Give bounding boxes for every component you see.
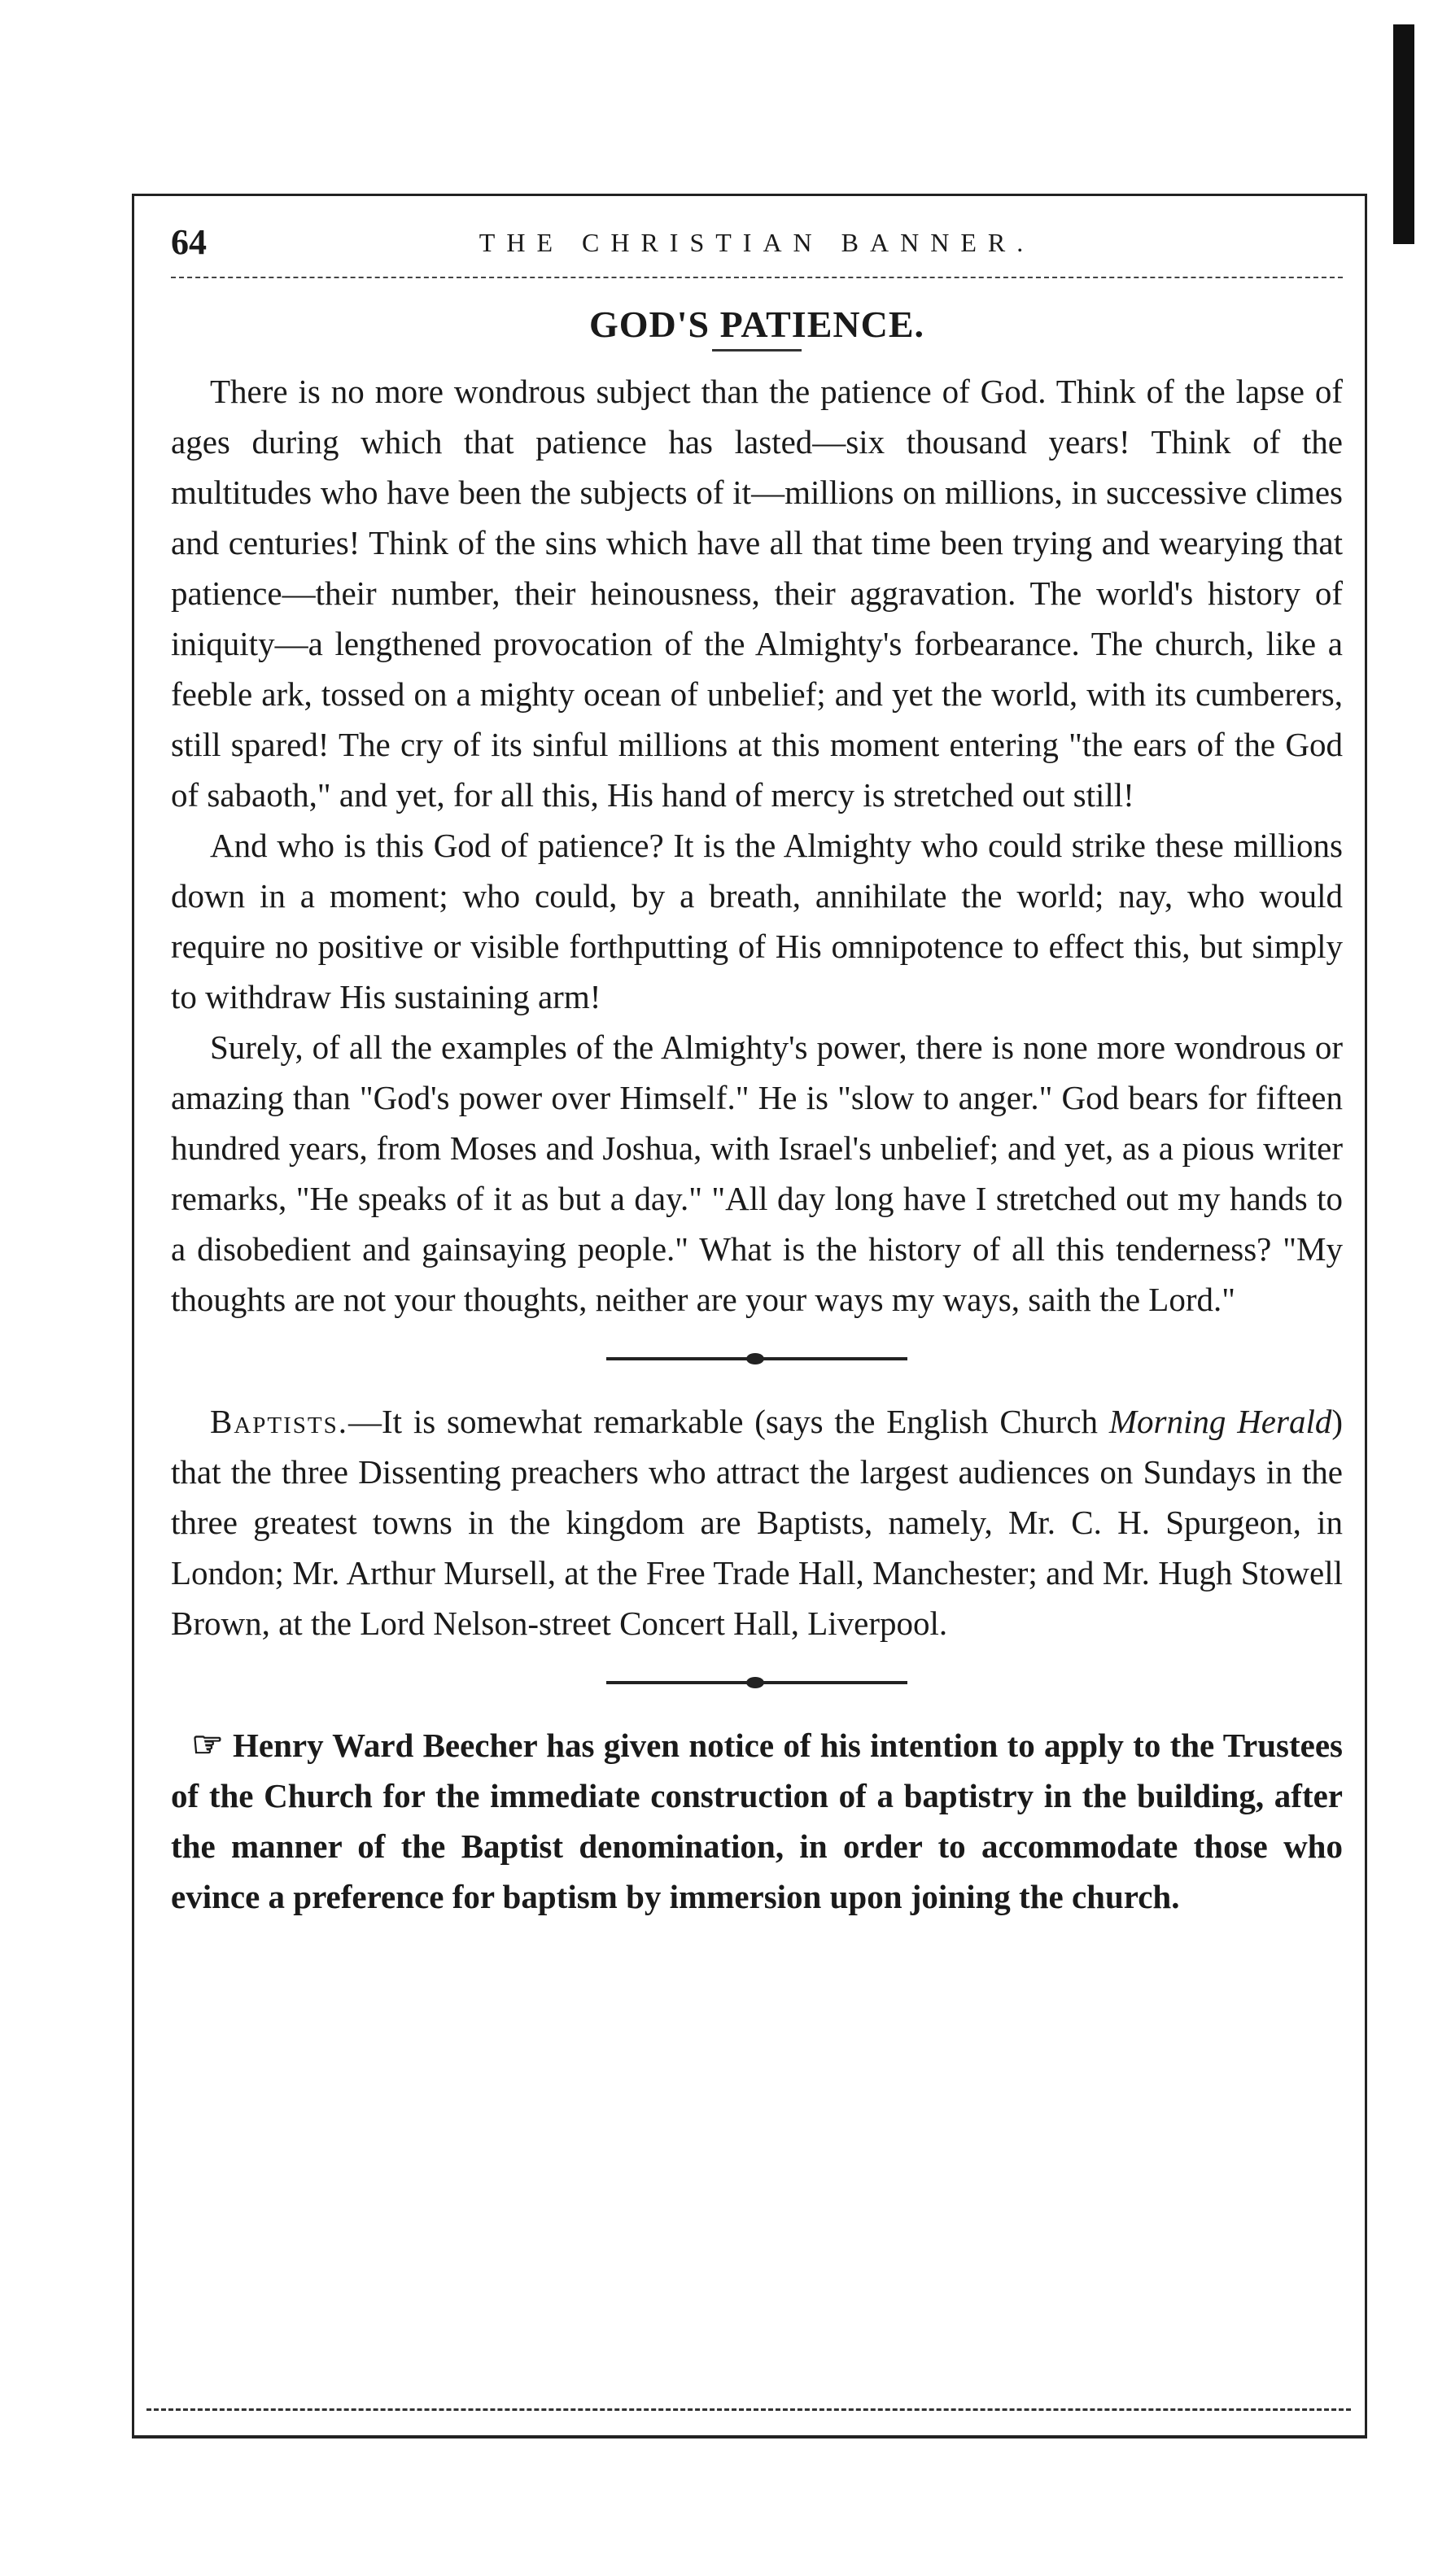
baptists-text-before: —It is somewhat remarkable (says the English Church xyxy=(348,1403,1109,1440)
header-rule xyxy=(171,277,1343,278)
ornament-divider xyxy=(606,1357,907,1360)
journal-title: THE CHRISTIAN BANNER. xyxy=(479,228,1035,257)
article-title: GOD'S PATIENCE. xyxy=(588,303,925,345)
baptists-lead: Baptists. xyxy=(210,1403,349,1440)
running-head xyxy=(171,213,1343,270)
beecher-notice xyxy=(171,1720,1343,1922)
baptists-source: Morning Herald xyxy=(1108,1403,1332,1440)
ornament-divider-2 xyxy=(606,1681,907,1684)
beecher-notice-text: Henry Ward Beecher has given notice of his intention to apply to the Trustees of the Church for the immediate construction of a baptistry in the building, after the manner of the Baptist denomination, in order to accommodate those who evince a preference for baptism by immersion upon joining the church. xyxy=(171,1727,1343,1915)
page-number: 64 xyxy=(171,222,207,262)
scan-edge-bar xyxy=(1393,24,1414,244)
baptists-text-after: ) that the three Dissenting preachers who attract the largest audiences on Sundays in the three greatest towns in the kingdom are Baptists, namely, Mr. C. H. Spurgeon, in London; Mr. Arthur Mursell, at the Free Trade Hall, Manchester; and Mr. Hugh Stowell Brown, at the Lord Nelson-street Concert Hall, Liverpool. xyxy=(171,1403,1343,1642)
baptists-paragraph xyxy=(171,1396,1343,1648)
article-paragraph-1: There is no more wondrous subject than the patience of God. Think of the lapse of ages during which that patience has lasted—six thousand years! Think of the multitudes who have been the subjects of it—millions on millions, in successive climes and centuries! Think of the sins which have all that time been trying and wearying that patience—their number, their heinousness, their aggravation. The world's history of iniquity—a lengthened provocation of the Almighty's forbearance. The church, like a feeble ark, tossed on a mighty ocean of unbelief; and yet the world, with its cumberers, still spared! The cry of its sinful millions at this moment entering "the ears of the God of sabaoth," and yet, for all this, His hand of mercy is stretched out still! xyxy=(171,373,1343,814)
article-paragraph-2: And who is this God of patience? It is the Almighty who could strike these millions down in a moment; who could, by a breath, annihilate the world; nay, who would require no positive or visible forthputting of His omnipotence to effect this, but simply to withdraw His sustaining arm! xyxy=(171,827,1343,1015)
article-paragraph-3: Surely, of all the examples of the Almighty's power, there is none more wondrous or amazing than "God's power over Himself." He is "slow to anger." God bears for fifteen hundred years, from Moses and Joshua, with Israel's unbelief; and yet, as a pious writer remarks, "He speaks of it as but a day." "All day long have I stretched out my hands to a disobedient and gainsaying people." What is the history of all this tenderness? "My thoughts are not your thoughts, neither are your ways my ways, saith the Lord." xyxy=(171,1028,1343,1318)
bottom-rule xyxy=(146,2408,1351,2411)
page-content xyxy=(171,213,1343,1922)
title-rule xyxy=(712,349,802,351)
pointing-hand-icon: ☞ xyxy=(191,1725,224,1765)
